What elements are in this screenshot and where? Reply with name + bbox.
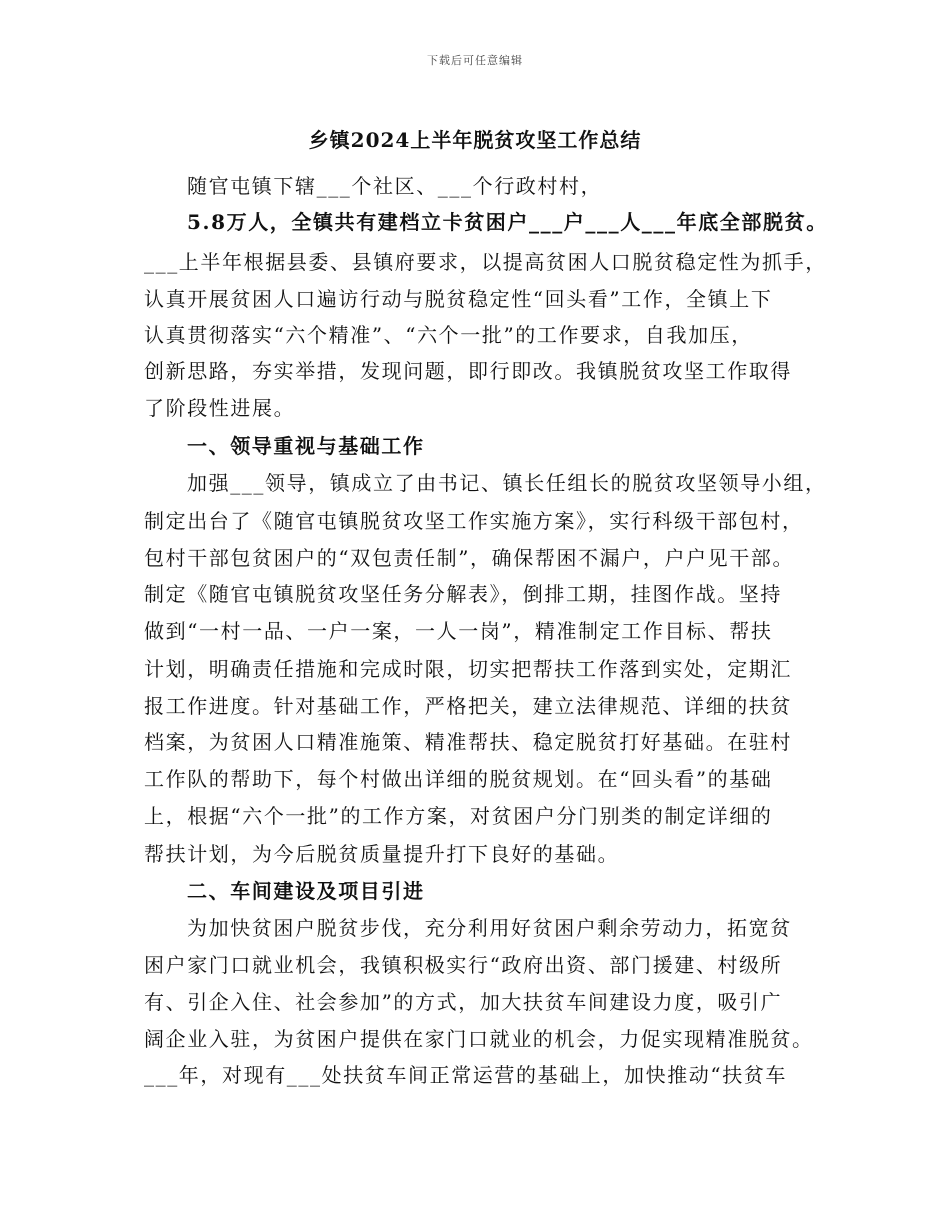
paragraph-line: 计划，明确责任措施和完成时限，切实把帮扶工作落到实处，定期汇: [144, 657, 792, 681]
paragraph-line: 做到“一村一品、一户一案，一人一岗”，精准制定工作目标、帮扶: [144, 619, 773, 643]
paragraph-line: 加强___领导，镇成立了由书记、镇长任组长的脱贫攻坚领导小组，: [187, 471, 827, 495]
section-heading: 一、领导重视与基础工作: [187, 434, 425, 458]
document-title: 乡镇2024上半年脱贫攻坚工作总结: [308, 128, 642, 152]
section-heading: 二、车间建设及项目引进: [187, 879, 425, 903]
paragraph-line: 认真贯彻落实“六个精准”、“六个一批”的工作要求，自我加压，: [144, 323, 753, 347]
paragraph-line: 制定《随官屯镇脱贫攻坚任务分解表》，倒排工期，挂图作战。坚持: [144, 582, 782, 606]
header-note: 下载后可任意编辑: [427, 54, 523, 67]
paragraph-line: 随官屯镇下辖___个社区、___个行政村村，: [187, 174, 603, 198]
paragraph-line: 认真开展贫困人口遍访行动与脱贫稳定性“回头看”工作，全镇上下: [144, 287, 773, 311]
paragraph-line: 帮扶计划，为今后脱贫质量提升打下良好的基础。: [144, 842, 620, 866]
paragraph-line: ___年，对现有___处扶贫车间正常运营的基础上，加快推动“扶贫车: [144, 1063, 788, 1087]
paragraph-line: 制定出台了《随官屯镇脱贫攻坚工作实施方案》，实行科级干部包村，: [144, 509, 804, 533]
paragraph-line: ___上半年根据县委、县镇府要求，以提高贫困人口脱贫稳定性为抓手，: [144, 250, 827, 274]
paragraph-line: 为加快贫困户脱贫步伐，充分利用好贫困户剩余劳动力，拓宽贫: [187, 916, 792, 940]
paragraph-line: 创新思路，夯实举措，发现问题，即行即改。我镇脱贫攻坚工作取得: [144, 359, 792, 383]
paragraph-line: 有、引企入住、社会参加”的方式，加大扶贫车间建设力度，吸引广: [144, 990, 783, 1014]
paragraph-line: 困户家门口就业机会，我镇积极实行“政府出资、部门援建、村级所: [144, 953, 783, 977]
paragraph-line: 包村干部包贫困户的“双包责任制”，确保帮困不漏户，户户见干部。: [144, 546, 795, 570]
paragraph-line: 5.8万人，全镇共有建档立卡贫困户___户___人___年底全部脱贫。: [187, 210, 828, 234]
paragraph-line: 报工作进度。针对基础工作，严格把关，建立法律规范、详细的扶贫: [144, 694, 792, 718]
paragraph-line: 了阶段性进展。: [144, 396, 296, 420]
paragraph-line: 工作队的帮助下，每个村做出详细的脱贫规划。在“回头看”的基础: [144, 767, 773, 791]
paragraph-line: 档案，为贫困人口精准施策、精准帮扶、稳定脱贫打好基础。在驻村: [144, 730, 792, 754]
paragraph-line: 阔企业入驻，为贫困户提供在家门口就业的机会，力促实现精准脱贫。: [144, 1027, 814, 1051]
paragraph-line: 上，根据“六个一批”的工作方案，对贫困户分门别类的制定详细的: [144, 804, 773, 828]
